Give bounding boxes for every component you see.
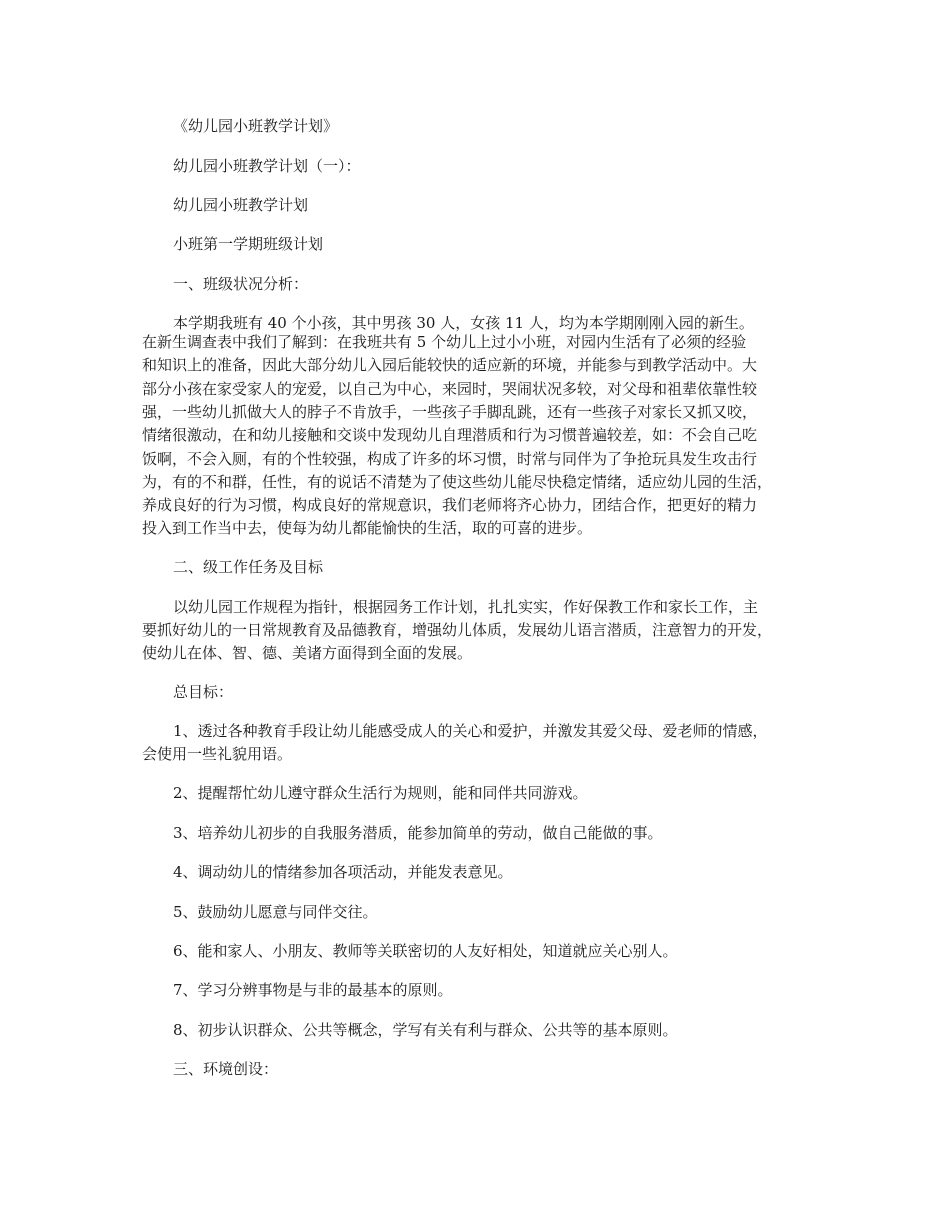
paragraph-line: 饭啊，不会入厕，有的个性较强，构成了许多的坏习惯，时常与同伴为了争抢玩具发生攻击行 [142,450,758,468]
goal-item-4: 4、调动幼儿的情绪参加各项活动，并能发表意见。 [173,863,513,881]
section-title-environment: 三、环境创设： [173,1060,279,1078]
paragraph-line: 和知识上的准备，因此大部分幼儿入园后能较快的适应新的环境，并能参与到教学活动中。大 [142,356,758,374]
document-subtitle: 幼儿园小班教学计划（一）： [173,157,361,175]
paragraph-line: 要抓好幼儿的一日常规教育及品德教育，增强幼儿体质，发展幼儿语言潜质，注意智力的开发， [142,621,773,639]
paragraph-line: 使幼儿在体、智、德、美诸方面得到全面的发展。 [142,644,473,662]
goal-item-5: 5、鼓励幼儿愿意与同伴交往。 [173,903,378,921]
paragraph-line: 强，一些幼儿抓做大人的脖子不肯放手，一些孩子手脚乱跳，还有一些孩子对家长又抓又咬， [142,403,758,421]
document-title: 《幼儿园小班教学计划》 [173,117,339,135]
paragraph-line: 部分小孩在家受家人的宠爱，以自己为中心，来园时，哭闹状况多较，对父母和祖辈依靠性较 [142,380,758,398]
paragraph-line: 情绪很激动，在和幼儿接触和交谈中发现幼儿自理潜质和行为习惯普遍较差，如：不会自己吃 [142,426,758,444]
goal-item-1: 1、透过各种教育手段让幼儿能感受成人的关心和爱护，并激发其爱父母、爱老师的情感， [173,722,768,740]
section-title-class-analysis: 一、班级状况分析： [173,275,309,293]
paragraph-line: 以幼儿园工作规程为指针，根据园务工作计划，扎扎实实，作好保教工作和家长工作，主 [173,598,759,616]
plan-heading: 幼儿园小班教学计划 [173,196,309,214]
section-title-overall-goals: 总目标： [173,683,234,701]
paragraph-line: 为，有的不和群，任性，有的说话不清楚为了使这些幼儿能尽快稳定情绪，适应幼儿园的生活， [142,473,773,491]
goal-item-7: 7、学习分辨事物是与非的最基本的原则。 [173,981,453,999]
goal-item-8: 8、初步认识群众、公共等概念，学写有关有利与群众、公共等的基本原则。 [173,1021,678,1039]
plan-subheading: 小班第一学期班级计划 [173,235,324,253]
goal-item-3: 3、培养幼儿初步的自我服务潜质，能参加简单的劳动，做自己能做的事。 [173,824,663,842]
paragraph-line: 投入到工作当中去，使每为幼儿都能愉快的生活，取的可喜的进步。 [142,519,593,537]
paragraph-line: 养成良好的行为习惯，构成良好的常规意识，我们老师将齐心协力，团结合作，把更好的精力 [142,496,758,514]
paragraph-line: 在新生调查表中我们了解到：在我班共有 5 个幼儿上过小小班，对园内生活有了必须的经验 [142,333,747,351]
paragraph-line: 本学期我班有 40 个小孩，其中男孩 30 人，女孩 11 人，均为本学期刚刚入园的新生。 [173,314,754,332]
goal-item-1-continued: 会使用一些礼貌用语。 [142,745,293,763]
goal-item-2: 2、提醒帮忙幼儿遵守群众生活行为规则，能和同伴共同游戏。 [173,784,588,802]
goal-item-6: 6、能和家人、小朋友、教师等关联密切的人友好相处，知道就应关心别人。 [173,942,678,960]
section-title-tasks-goals: 二、级工作任务及目标 [173,558,324,576]
